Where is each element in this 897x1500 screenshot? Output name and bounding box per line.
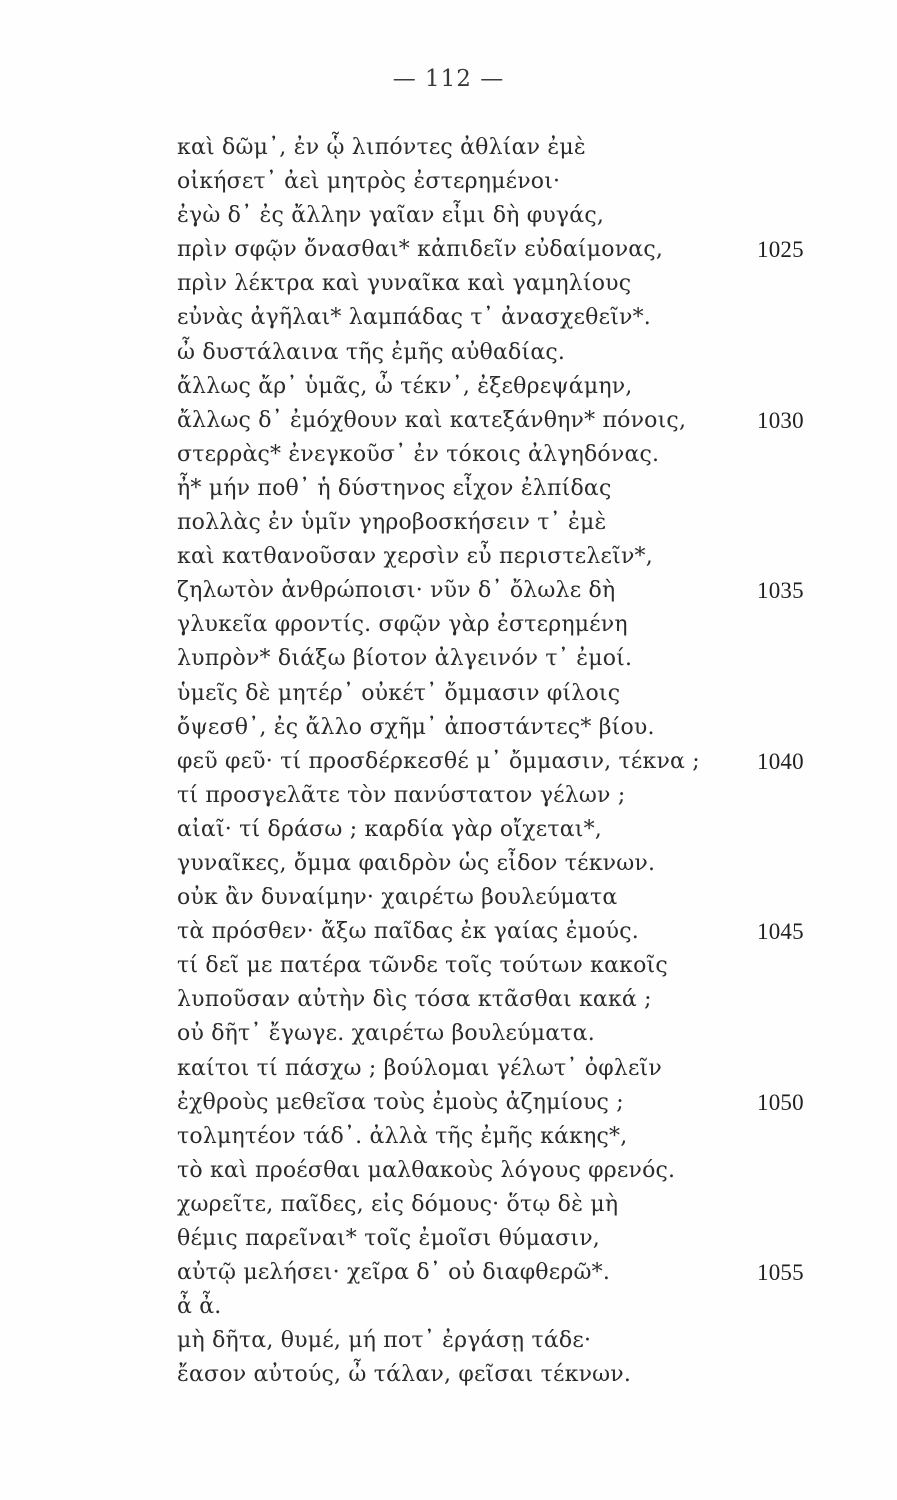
verse-line — [177, 574, 817, 608]
line-number: 1040 — [757, 748, 804, 774]
verse-line — [177, 813, 817, 847]
verse-line — [177, 779, 817, 813]
line-number: 1025 — [757, 237, 804, 263]
verse-line-text: ὄψεσθ᾽, ἐς ἄλλο σχῆμ᾽ ἀποστάντες* βίου. — [177, 714, 655, 740]
verse-line-text: εὐνὰς ἀγῆλαι* λαμπάδας τ᾽ ἀνασχεθεῖν*. — [177, 305, 651, 331]
verse-line — [177, 983, 817, 1017]
verse-line-text: οἰκήσετ᾽ ἀεὶ μητρὸς ἐστερημένοι· — [177, 169, 561, 195]
verse-line-text: θέμις παρεῖναι* τοῖς ἐμοῖσι θύμασιν, — [177, 1226, 600, 1251]
verse-line-text: οὐ δῆτ᾽ ἔγωγε. χαιρέτω βουλεύματα. — [177, 1021, 595, 1047]
verse-line-text: πολλὰς ἐν ὑμῖν γηροβοσκήσειν τ᾽ ἐμὲ — [177, 510, 607, 536]
line-number: 1030 — [757, 407, 804, 433]
verse-line-text: γλυκεῖα φροντίς. σφῷν γὰρ ἐστερημένη — [177, 612, 628, 638]
verse-line-text: οὐκ ἂν δυναίμην· χαιρέτω βουλεύματα — [177, 885, 618, 911]
verse-line — [177, 949, 817, 983]
verse-line-text: καὶ κατθανοῦσαν χερσὶν εὖ περιστελεῖν*, — [177, 544, 653, 570]
verse-line — [177, 1222, 817, 1256]
verse-line — [177, 1120, 817, 1154]
verse-line — [177, 267, 817, 301]
verse-line — [177, 336, 817, 370]
verse-line-text: τολμητέον τάδ᾽. ἀλλὰ τῆς ἐμῆς κάκης*, — [177, 1123, 628, 1149]
verse-line-text: ὑμεῖς δὲ μητέρ᾽ οὐκέτ᾽ ὄμμασιν φίλοις — [177, 680, 621, 706]
verse-line — [177, 540, 817, 574]
verse-line-text: ἆ ἆ. — [177, 1294, 222, 1320]
verse-line-text: αἰαῖ· τί δράσω ; καρδία γὰρ οἴχεται*, — [177, 816, 602, 842]
verse-line — [177, 1017, 817, 1051]
verse-line — [177, 642, 817, 676]
line-number: 1035 — [757, 578, 804, 604]
verse-line — [177, 1154, 817, 1188]
line-number: 1050 — [757, 1089, 804, 1115]
verse-line-text: λυπρὸν* διάξω βίοτον ἀλγεινόν τ᾽ ἐμοί. — [177, 646, 633, 672]
verse-line-text: ἄλλως δ᾽ ἐμόχθουν καὶ κατεξάνθην* πόνοις, — [177, 407, 687, 433]
verse-line-text: πρὶν λέκτρα καὶ γυναῖκα καὶ γαμηλίους — [177, 271, 632, 297]
verse-line-text: ἔασον αὐτούς, ὦ τάλαν, φεῖσαι τέκνων. — [177, 1362, 632, 1388]
verse-line — [177, 1086, 817, 1120]
verse-line — [177, 1358, 817, 1392]
verse-line-text: τὰ πρόσθεν· ἄξω παῖδας ἐκ γαίας ἐμούς. — [177, 919, 639, 945]
verse-line-text: γυναῖκες, ὄμμα φαιδρὸν ὡς εἶδον τέκνων. — [177, 850, 656, 876]
verse-line-text: ὦ δυστάλαινα τῆς ἐμῆς αὐθαδίας. — [177, 339, 566, 365]
verse-line — [177, 745, 817, 779]
line-number: 1055 — [757, 1260, 804, 1286]
verse-line — [177, 301, 817, 335]
verse-line — [177, 1324, 817, 1358]
verse-line — [177, 233, 817, 267]
verse-line — [177, 711, 817, 745]
verse-line — [177, 472, 817, 506]
verse-line-text: ἐχθροὺς μεθεῖσα τοὺς ἐμοὺς ἀζημίους ; — [177, 1089, 624, 1115]
verse-line-text: καίτοι τί πάσχω ; βούλομαι γέλωτ᾽ ὀφλεῖν — [177, 1055, 662, 1081]
verse-line-text: χωρεῖτε, παῖδες, εἰς δόμους· ὅτῳ δὲ μὴ — [177, 1191, 619, 1217]
verse-line — [177, 847, 817, 881]
verse-line — [177, 404, 817, 438]
verse-line — [177, 1290, 817, 1324]
verse-line — [177, 438, 817, 472]
verse-line-text: στερρὰς* ἐνεγκοῦσ᾽ ἐν τόκοις ἀλγηδόνας. — [177, 441, 660, 467]
verse-line — [177, 677, 817, 711]
verse-line-text: λυποῦσαν αὐτὴν δὶς τόσα κτᾶσθαι κακά ; — [177, 987, 652, 1013]
verse-line-text: ζηλωτὸν ἀνθρώποισι· νῦν δ᾽ ὄλωλε δὴ — [177, 578, 616, 604]
verse-line — [177, 608, 817, 642]
verse-line-text: καὶ δῶμ᾽, ἐν ᾧ λιπόντες ἀθλίαν ἐμὲ — [177, 135, 586, 160]
verse-line — [177, 199, 817, 233]
verse-line-text: φεῦ φεῦ· τί προσδέρκεσθέ μ᾽ ὄμμασιν, τέκνα ; — [177, 748, 700, 774]
verse-line — [177, 506, 817, 540]
verse-line — [177, 1188, 817, 1222]
verse-line — [177, 915, 817, 949]
verse-line-text: ἦ* μήν ποθ᾽ ἡ δύστηνος εἶχον ἐλπίδας — [177, 475, 612, 501]
verse-line — [177, 1052, 817, 1086]
verse-line — [177, 131, 817, 165]
verse-line — [177, 881, 817, 915]
page-number: — 112 — — [392, 66, 505, 92]
verse-text-block — [177, 131, 817, 1392]
verse-line-text: πρὶν σφῷν ὄνασθαι* κἀπιδεῖν εὐδαίμονας, — [177, 237, 664, 263]
verse-line-text: τὸ καὶ προέσθαι μαλθακοὺς λόγους φρενός. — [177, 1157, 676, 1183]
verse-line — [177, 370, 817, 404]
verse-line-text: αὐτῷ μελήσει· χεῖρα δ᾽ οὐ διαφθερῶ*. — [177, 1260, 611, 1286]
verse-line-text: τί προσγελᾶτε τὸν πανύστατον γέλων ; — [177, 782, 626, 808]
line-number: 1045 — [757, 919, 804, 945]
verse-line-text: ἐγὼ δ᾽ ἐς ἄλλην γαῖαν εἶμι δὴ φυγάς, — [177, 203, 605, 229]
verse-line — [177, 165, 817, 199]
verse-line-text: μὴ δῆτα, θυμέ, μή ποτ᾽ ἐργάσῃ τάδε· — [177, 1328, 592, 1354]
verse-line — [177, 1256, 817, 1290]
verse-line-text: τί δεῖ με πατέρα τῶνδε τοῖς τούτων κακοῖς — [177, 953, 668, 979]
verse-line-text: ἄλλως ἄρ᾽ ὑμᾶς, ὦ τέκν᾽, ἐξεθρεψάμην, — [177, 373, 633, 399]
